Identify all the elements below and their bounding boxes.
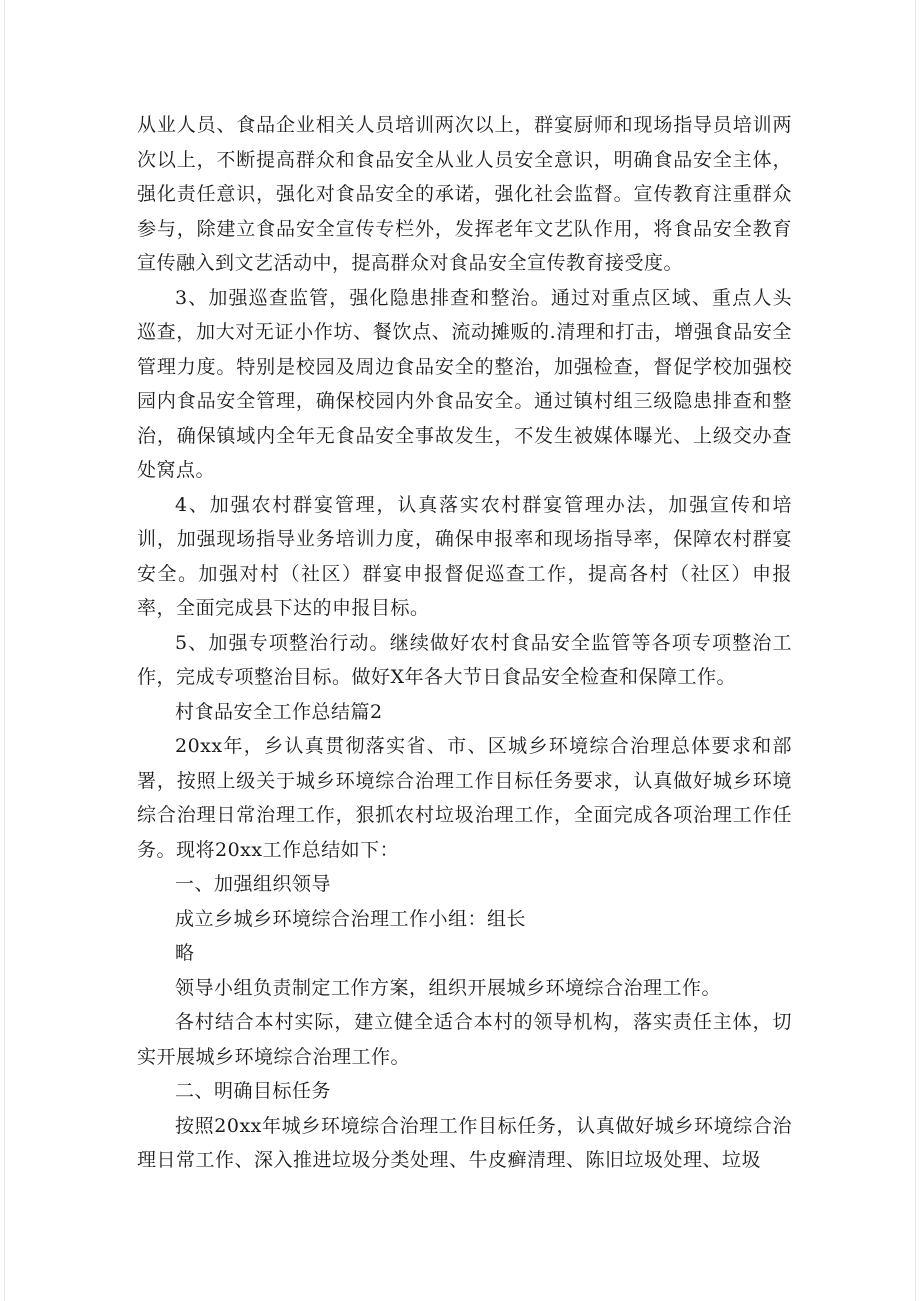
- paragraph-group-leader: 成立乡城乡环境综合治理工作小组：组长: [175, 907, 527, 930]
- page-edge-left: [4, 0, 5, 1301]
- paragraph-group-duty: 领导小组负责制定工作方案，组织开展城乡环境综合治理工作。: [175, 976, 722, 999]
- section-title-part-2: 村食品安全工作总结篇2: [175, 700, 383, 723]
- paragraph-summary-intro: 20xx年，乡认真贯彻落实省、市、区城乡环境综合治理总体要求和部署，按照上级关于城乡环境综合治理工作目标任务要求，认真做好城乡环境综合治理日常治理工作，狠抓农村垃圾治理工作，全面完成各项治理工作任务。现将20xx工作总结如下：: [137, 735, 792, 861]
- paragraph-omitted: 略: [175, 942, 195, 964]
- paragraph-targets-detail: 按照20xx年城乡环境综合治理工作目标任务，认真做好城乡环境综合治理日常工作、深入推进垃圾分类处理、牛皮癣清理、陈旧垃圾处理、垃圾: [137, 1114, 792, 1171]
- paragraph-item-3-inspection: 3、加强巡查监管，强化隐患排查和整治。通过对重点区域、重点人头巡查，加大对无证小作坊、餐饮点、流动摊贩的.清理和打击，增强食品安全管理力度。特别是校园及周边食品安全的整治，加强检查，督促学校加强校园内食品安全管理，确保校园内外食品安全。通过镇村组三级隐患排查和整治，确保镇域内全年无食品安全事故发生，不发生被媒体曝光、上级交办查处窝点。: [137, 286, 792, 481]
- heading-organization: 一、加强组织领导: [175, 873, 332, 895]
- paragraph-item-5-special-action: 5、加强专项整治行动。继续做好农村食品安全监管等各项专项整治工作，完成专项整治目标。做好X年各大节日食品安全检查和保障工作。: [137, 631, 792, 688]
- page-edge-right: [915, 0, 916, 1301]
- paragraph-training-continued: 从业人员、食品企业相关人员培训两次以上，群宴厨师和现场指导员培训两次以上，不断提高群众和食品安全从业人员安全意识，明确食品安全主体，强化责任意识，强化对食品安全的承诺，强化社会监督。宣传教育注重群众参与，除建立食品安全宣传专栏外，发挥老年文艺队作用，将食品安全教育宣传融入到文艺活动中，提高群众对食品安全宣传教育接受度。: [137, 114, 792, 274]
- paragraph-village-structure: 各村结合本村实际，建立健全适合本村的领导机构，落实责任主体，切实开展城乡环境综合治理工作。: [137, 1011, 792, 1068]
- paragraph-item-4-banquet: 4、加强农村群宴管理，认真落实农村群宴管理办法，加强宣传和培训，加强现场指导业务培训力度，确保申报率和现场指导率，保障农村群宴安全。加强对村（社区）群宴申报督促巡查工作，提高各村（社区）申报率，全面完成县下达的申报目标。: [137, 493, 792, 619]
- heading-targets: 二、明确目标任务: [175, 1080, 332, 1102]
